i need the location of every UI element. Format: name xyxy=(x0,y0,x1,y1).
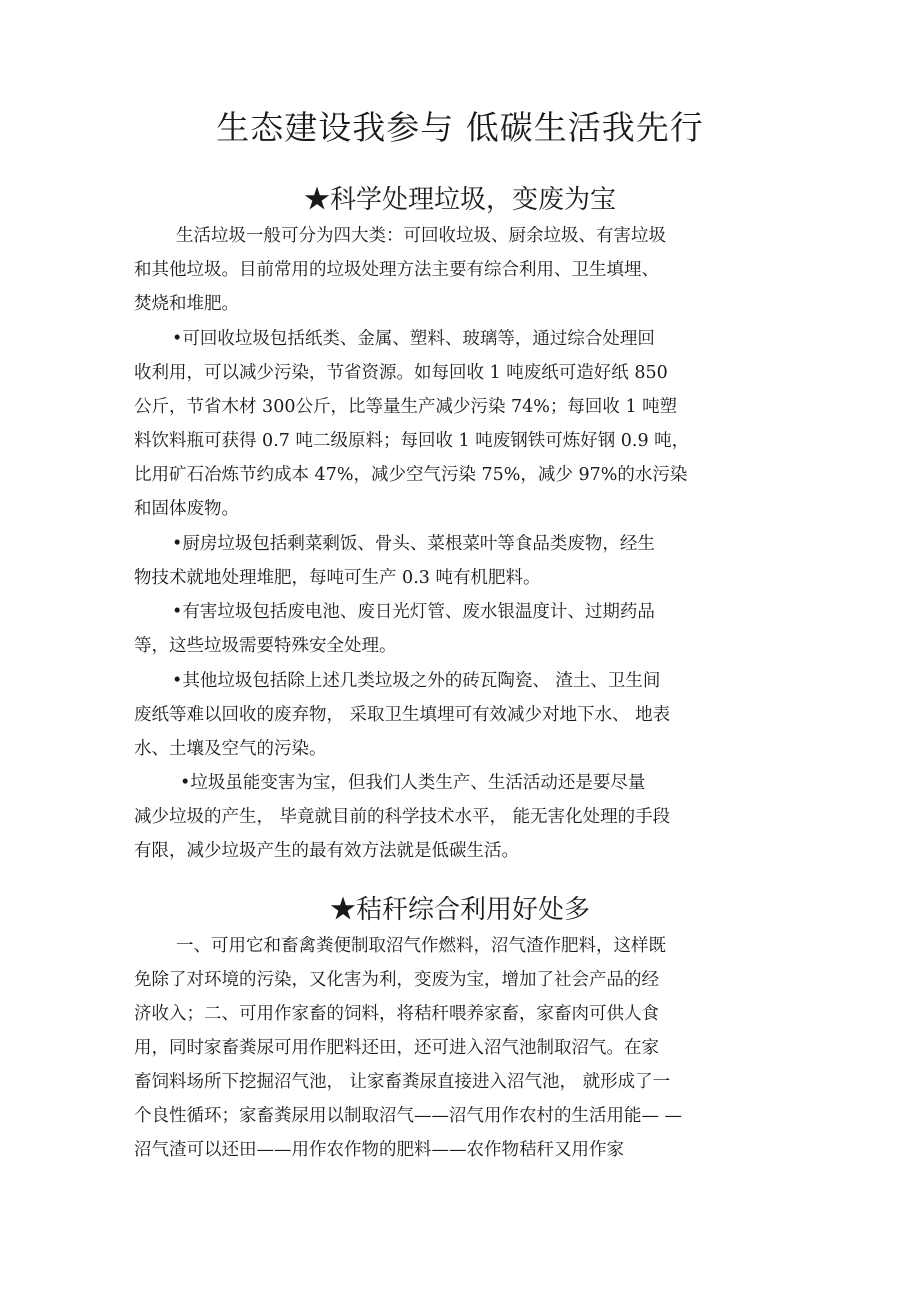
paragraph-line: 和其他垃圾。目前常用的垃圾处理方法主要有综合利用、卫生填埋、 xyxy=(134,260,659,280)
paragraph-line: 公斤，节省木材 300公斤，比等量生产减少污染 74%；每回收 1 吨塑 xyxy=(134,397,678,417)
paragraph-line: 免除了对环境的污染，又化害为利，变废为宝，增加了社会产品的经 xyxy=(134,970,659,990)
paragraph-line: 料饮料瓶可获得 0.7 吨二级原料；每回收 1 吨废钢铁可炼好钢 0.9 吨， xyxy=(134,431,690,451)
paragraph-line: 畜饲料场所下挖掘沼气池， 让家畜粪尿直接进入沼气池， 就形成了一 xyxy=(134,1072,671,1092)
paragraph-line: 沼气渣可以还田——用作农作物的肥料——农作物秸秆又用作家 xyxy=(134,1140,624,1160)
paragraph-line: 焚烧和堆肥。 xyxy=(134,294,239,314)
paragraph-line: 等，这些垃圾需要特殊安全处理。 xyxy=(134,636,397,656)
paragraph-line: •可回收垃圾包括纸类、金属、塑料、玻璃等，通过综合处理回 xyxy=(172,329,655,349)
paragraph-line: 济收入；二、可用作家畜的饲料，将秸秆喂养家畜，家畜肉可供人食 xyxy=(134,1004,659,1024)
paragraph-line: 减少垃圾的产生， 毕竟就目前的科学技术水平， 能无害化处理的手段 xyxy=(134,807,671,827)
paragraph-line: •厨房垃圾包括剩菜剩饭、骨头、菜根菜叶等食品类废物，经生 xyxy=(172,534,655,554)
paragraph-line: •垃圾虽能变害为宝，但我们人类生产、生活活动还是要尽量 xyxy=(180,773,646,793)
paragraph-line: 收利用，可以减少污染，节省资源。如每回收 1 吨废纸可造好纸 850 xyxy=(134,363,668,383)
paragraph-line: 物技术就地处理堆肥，每吨可生产 0.3 吨有机肥料。 xyxy=(134,568,541,588)
paragraph-line: 个良性循环；家畜粪尿用以制取沼气——沼气用作农村的生活用能— — xyxy=(134,1106,683,1126)
paragraph-line: 一、可用它和畜禽粪便制取沼气作燃料，沼气渣作肥料，这样既 xyxy=(176,936,666,956)
paragraph-line: 废纸等难以回收的废弃物， 采取卫生填埋可有效减少对地下水、 地表 xyxy=(134,705,671,725)
paragraph-line: 生活垃圾一般可分为四大类：可回收垃圾、厨余垃圾、有害垃圾 xyxy=(176,226,666,246)
section-heading-garbage: ★科学处理垃圾，变废为宝 xyxy=(303,185,616,215)
paragraph-line: •其他垃圾包括除上述几类垃圾之外的砖瓦陶瓷、 渣土、卫生间 xyxy=(172,671,661,691)
paragraph-line: 比用矿石冶炼节约成本 47%，减少空气污染 75%，减少 97%的水污染 xyxy=(134,465,688,485)
paragraph-line: •有害垃圾包括废电池、废日光灯管、废水银温度计、过期药品 xyxy=(172,602,655,622)
paragraph-line: 用，同时家畜粪尿可用作肥料还田，还可进入沼气池制取沼气。在家 xyxy=(134,1038,659,1058)
paragraph-line: 水、土壤及空气的污染。 xyxy=(134,739,327,759)
paragraph-line: 和固体废物。 xyxy=(134,499,239,519)
document-title: 生态建设我参与 低碳生活我先行 xyxy=(216,108,704,147)
section-heading-straw: ★秸秆综合利用好处多 xyxy=(329,895,590,925)
paragraph-line: 有限，减少垃圾产生的最有效方法就是低碳生活。 xyxy=(134,841,519,861)
